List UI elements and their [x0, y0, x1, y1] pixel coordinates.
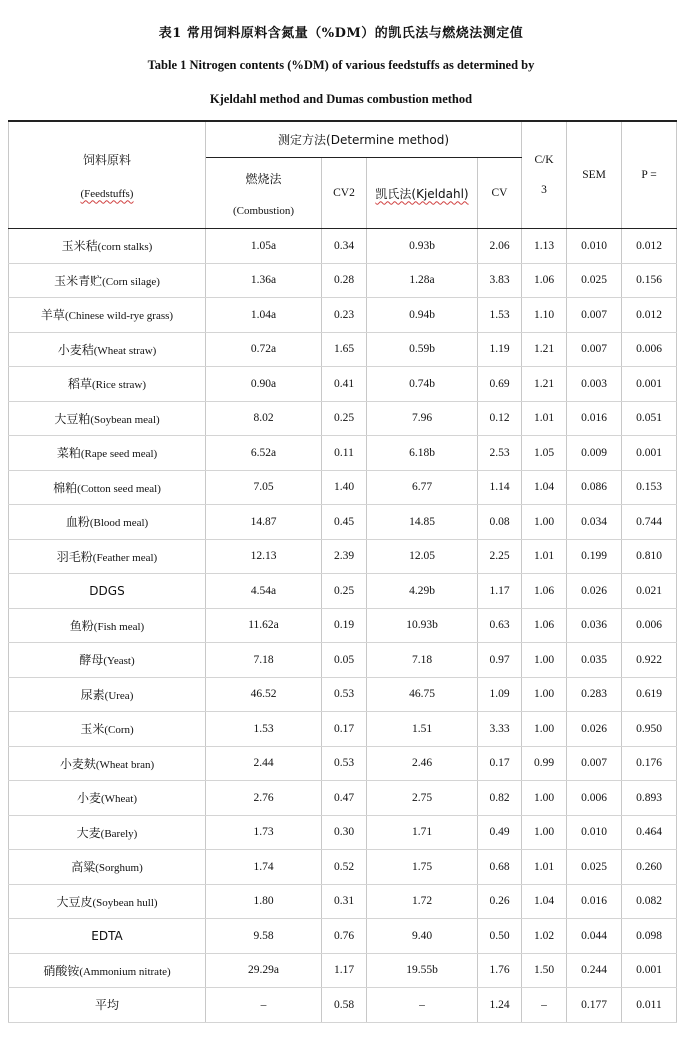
cell-cv2: 0.19: [322, 608, 367, 643]
cell-p: 0.744: [622, 505, 677, 540]
table-row: [9, 919, 677, 954]
table-row: [9, 401, 677, 436]
cell-ck: 1.01: [522, 539, 567, 574]
cell-kj: 1.51: [367, 712, 478, 747]
cell-comb: 1.80: [206, 884, 322, 919]
cell-cv: 0.97: [478, 643, 522, 678]
header-ck-line1: C/K: [534, 154, 554, 166]
cell-sem: 0.177: [567, 988, 622, 1023]
cell-cv2: 0.47: [322, 781, 367, 816]
feedstuff-en: (Sorghum): [95, 862, 143, 875]
cell-sem: 0.010: [567, 815, 622, 850]
cell-sem: 0.034: [567, 505, 622, 540]
cell-p: 0.006: [622, 332, 677, 367]
cell-ck: 1.00: [522, 643, 567, 678]
feedstuff-name-cell: [9, 781, 206, 816]
cell-cv2: 0.58: [322, 988, 367, 1023]
cell-comb: 4.54a: [206, 574, 322, 609]
cell-p: 0.176: [622, 746, 677, 781]
feedstuff-name-cell: [9, 850, 206, 885]
cell-sem: 0.003: [567, 367, 622, 402]
feedstuff-name-cell: [9, 470, 206, 505]
feedstuff-cn: 大豆粕: [54, 411, 91, 426]
cell-cv: 0.82: [478, 781, 522, 816]
cell-sem: 0.007: [567, 746, 622, 781]
cell-kj: 7.96: [367, 401, 478, 436]
feedstuff-en: (Soybean hull): [92, 896, 158, 909]
cell-cv: 0.50: [478, 919, 522, 954]
feedstuff-cn: 稻草: [67, 377, 92, 392]
cell-cv2: 0.45: [322, 505, 367, 540]
header-kjeldahl: [367, 158, 478, 229]
feedstuff-en: (Soybean meal): [90, 413, 160, 426]
cell-ck: 1.02: [522, 919, 567, 954]
feedstuff-cn: 羽毛粉: [56, 549, 93, 564]
feedstuff-name-cell: [9, 746, 206, 781]
cell-cv2: 0.41: [322, 367, 367, 402]
cell-cv2: 0.52: [322, 850, 367, 885]
cell-sem: 0.044: [567, 919, 622, 954]
feedstuff-en: (Chinese wild-rye grass): [64, 310, 174, 323]
table-row: [9, 850, 677, 885]
feedstuff-cn: 尿素: [80, 687, 105, 702]
cell-p: 0.098: [622, 919, 677, 954]
cell-sem: 0.016: [567, 884, 622, 919]
cell-p: 0.012: [622, 229, 677, 264]
cell-cv2: 2.39: [322, 539, 367, 574]
cell-comb: 1.73: [206, 815, 322, 850]
cell-ck: 1.06: [522, 574, 567, 609]
feedstuff-cn: 羊草: [40, 308, 65, 323]
feedstuff-name-cell: [9, 505, 206, 540]
cell-comb: 7.05: [206, 470, 322, 505]
cell-sem: 0.006: [567, 781, 622, 816]
cell-p: 0.001: [622, 367, 677, 402]
feedstuff-name-cell: [9, 608, 206, 643]
feedstuff-cn: 平均: [94, 998, 119, 1013]
cell-p: 0.006: [622, 608, 677, 643]
feedstuff-en: (Corn silage): [102, 275, 160, 288]
cell-cv2: 0.11: [322, 436, 367, 471]
cell-cv: 3.83: [478, 263, 522, 298]
table-row: [9, 712, 677, 747]
feedstuff-en: (Rape seed meal): [80, 448, 158, 461]
cell-kj: 14.85: [367, 505, 478, 540]
cell-ck: 1.05: [522, 436, 567, 471]
cell-cv: 0.17: [478, 746, 522, 781]
cell-ck: 1.06: [522, 263, 567, 298]
cell-kj: 0.93b: [367, 229, 478, 264]
cell-sem: 0.244: [567, 953, 622, 988]
cell-p: 0.922: [622, 643, 677, 678]
cell-cv: 1.53: [478, 298, 522, 333]
cell-ck: 1.00: [522, 781, 567, 816]
feedstuff-name-cell: [9, 263, 206, 298]
table-row: [9, 436, 677, 471]
cell-cv: 0.69: [478, 367, 522, 402]
cell-comb: 2.76: [206, 781, 322, 816]
table-row: [9, 229, 677, 264]
cell-ck: 1.13: [522, 229, 567, 264]
cell-kj: 1.72: [367, 884, 478, 919]
feedstuff-name-cell: [9, 988, 206, 1023]
cell-sem: 0.010: [567, 229, 622, 264]
table-row: [9, 815, 677, 850]
cell-p: 0.260: [622, 850, 677, 885]
cell-kj: –: [367, 988, 478, 1023]
feedstuff-en: (Rice straw): [91, 379, 147, 392]
feedstuff-cn: 玉米: [80, 722, 105, 737]
cell-comb: 11.62a: [206, 608, 322, 643]
feedstuff-cn: 玉米青贮: [54, 273, 103, 288]
header-feed-en: (Feedstuffs): [80, 187, 134, 200]
table-row: [9, 988, 677, 1023]
table-row: [9, 608, 677, 643]
feedstuff-cn: 高粱: [71, 860, 96, 875]
feedstuff-name-cell: [9, 712, 206, 747]
cell-cv: 0.12: [478, 401, 522, 436]
cell-p: 0.011: [622, 988, 677, 1023]
feedstuff-name-cell: [9, 298, 206, 333]
table-row: [9, 263, 677, 298]
cell-cv: 0.49: [478, 815, 522, 850]
cell-cv: 1.09: [478, 677, 522, 712]
cell-sem: 0.086: [567, 470, 622, 505]
cell-comb: 1.36a: [206, 263, 322, 298]
header-combustion-en: (Combustion): [232, 204, 295, 217]
table-row: [9, 953, 677, 988]
cell-kj: 10.93b: [367, 608, 478, 643]
feedstuff-name-cell: [9, 815, 206, 850]
feedstuff-cn: EDTA: [91, 928, 123, 943]
feedstuff-en: (Wheat): [100, 793, 138, 806]
feedstuff-en: (Urea): [104, 689, 134, 702]
feedstuff-cn: DDGS: [89, 583, 125, 598]
feedstuff-name-cell: [9, 953, 206, 988]
cell-cv2: 0.30: [322, 815, 367, 850]
cell-comb: 14.87: [206, 505, 322, 540]
cell-cv2: 0.25: [322, 401, 367, 436]
cell-comb: 12.13: [206, 539, 322, 574]
feedstuff-cn: 硝酸铵: [43, 963, 80, 978]
cell-kj: 0.74b: [367, 367, 478, 402]
cell-comb: 1.05a: [206, 229, 322, 264]
header-feed-cn: 饲料原料: [82, 152, 131, 167]
feedstuff-name-cell: [9, 229, 206, 264]
table-row: [9, 539, 677, 574]
cell-cv2: 1.40: [322, 470, 367, 505]
cell-cv2: 0.05: [322, 643, 367, 678]
header-kjeldahl-text: 凯氏法(Kjeldahl): [375, 186, 469, 201]
cell-comb: 0.72a: [206, 332, 322, 367]
cell-sem: 0.016: [567, 401, 622, 436]
feedstuff-en: (Cotton seed meal): [77, 482, 161, 495]
header-feedstuffs: [9, 121, 206, 229]
cell-cv2: 0.28: [322, 263, 367, 298]
cell-cv2: 0.23: [322, 298, 367, 333]
cell-p: 0.950: [622, 712, 677, 747]
table-title-chinese: 表1 常用饲料原料含氮量（%DM）的凯氏法与燃烧法测定值: [158, 26, 524, 41]
table-row: [9, 781, 677, 816]
cell-cv: 0.08: [478, 505, 522, 540]
cell-sem: 0.007: [567, 298, 622, 333]
feedstuff-en: (Wheat straw): [93, 344, 157, 357]
header-sem: SEM: [567, 121, 622, 229]
cell-ck: 1.01: [522, 401, 567, 436]
cell-kj: 0.59b: [367, 332, 478, 367]
table-row: [9, 677, 677, 712]
feedstuff-en: (Fish meal): [93, 620, 145, 633]
cell-kj: 0.94b: [367, 298, 478, 333]
cell-sem: 0.007: [567, 332, 622, 367]
feedstuff-cn: 小麦: [76, 791, 101, 806]
table-row: [9, 367, 677, 402]
cell-cv: 0.68: [478, 850, 522, 885]
cell-kj: 6.77: [367, 470, 478, 505]
cell-cv: 1.19: [478, 332, 522, 367]
table-row: [9, 332, 677, 367]
cell-p: 0.893: [622, 781, 677, 816]
cell-kj: 46.75: [367, 677, 478, 712]
cell-cv2: 0.25: [322, 574, 367, 609]
cell-sem: 0.283: [567, 677, 622, 712]
cell-p: 0.001: [622, 953, 677, 988]
nitrogen-content-table: [8, 120, 677, 1023]
cell-comb: 8.02: [206, 401, 322, 436]
cell-ck: 1.21: [522, 332, 567, 367]
cell-cv: 2.53: [478, 436, 522, 471]
feedstuff-name-cell: [9, 643, 206, 678]
cell-cv: 0.26: [478, 884, 522, 919]
feedstuff-cn: 玉米秸: [61, 239, 98, 254]
feedstuff-en: (Corn): [104, 724, 134, 737]
feedstuff-name-cell: [9, 539, 206, 574]
header-method-text: 测定方法(Determine method): [278, 133, 449, 147]
cell-ck: 1.00: [522, 712, 567, 747]
feedstuff-cn: 酵母: [79, 653, 104, 668]
cell-cv: 1.14: [478, 470, 522, 505]
cell-cv2: 1.17: [322, 953, 367, 988]
feedstuff-cn: 菜粕: [56, 446, 81, 461]
cell-p: 0.156: [622, 263, 677, 298]
cell-kj: 2.46: [367, 746, 478, 781]
cell-sem: 0.036: [567, 608, 622, 643]
cell-ck: 1.04: [522, 884, 567, 919]
feedstuff-en: (Yeast): [103, 655, 135, 668]
cell-sem: 0.026: [567, 712, 622, 747]
cell-ck: 1.00: [522, 677, 567, 712]
cell-cv: 0.63: [478, 608, 522, 643]
cell-p: 0.012: [622, 298, 677, 333]
cell-p: 0.619: [622, 677, 677, 712]
cell-comb: 0.90a: [206, 367, 322, 402]
cell-cv2: 0.53: [322, 677, 367, 712]
table-row: [9, 884, 677, 919]
header-combustion-cn: 燃烧法: [245, 171, 282, 186]
feedstuff-en: (Barely): [100, 827, 138, 840]
feedstuff-name-cell: [9, 884, 206, 919]
feedstuff-en: (corn stalks): [97, 241, 153, 254]
cell-sem: 0.025: [567, 850, 622, 885]
cell-cv: 1.24: [478, 988, 522, 1023]
header-cv: CV: [478, 158, 522, 229]
cell-cv2: 0.17: [322, 712, 367, 747]
feedstuff-cn: 大麦: [76, 825, 101, 840]
cell-kj: 12.05: [367, 539, 478, 574]
cell-ck: 1.00: [522, 815, 567, 850]
feedstuff-en: (Feather meal): [92, 551, 158, 564]
table-title-english-line2: [0, 92, 682, 107]
cell-kj: 19.55b: [367, 953, 478, 988]
title-en-line2-text: Kjeldahl method and Dumas combustion method: [209, 92, 473, 106]
cell-ck: 1.21: [522, 367, 567, 402]
feedstuff-en: (Wheat bran): [95, 758, 155, 771]
cell-ck: 0.99: [522, 746, 567, 781]
feedstuff-name-cell: [9, 677, 206, 712]
cell-cv: 2.25: [478, 539, 522, 574]
header-determine-method: [206, 121, 522, 158]
cell-sem: 0.199: [567, 539, 622, 574]
table-title-english-line1: [0, 58, 682, 73]
cell-comb: 2.44: [206, 746, 322, 781]
feedstuff-en: (Blood meal): [89, 517, 149, 530]
cell-kj: 9.40: [367, 919, 478, 954]
feedstuff-name-cell: [9, 436, 206, 471]
feedstuff-cn: 鱼粉: [69, 618, 94, 633]
feedstuff-name-cell: [9, 332, 206, 367]
header-ck-line2: 3: [541, 184, 547, 196]
cell-p: 0.021: [622, 574, 677, 609]
cell-sem: 0.025: [567, 263, 622, 298]
table-row: [9, 643, 677, 678]
table-row: [9, 746, 677, 781]
header-p-value: P =: [622, 121, 677, 229]
cell-kj: 1.75: [367, 850, 478, 885]
feedstuff-name-cell: [9, 574, 206, 609]
cell-ck: 1.06: [522, 608, 567, 643]
cell-ck: –: [522, 988, 567, 1023]
title-en-line1-text: Table 1 Nitrogen contents (%DM) of various feedstuffs as determined by: [147, 58, 535, 72]
cell-p: 0.153: [622, 470, 677, 505]
cell-ck: 1.50: [522, 953, 567, 988]
feedstuff-name-cell: [9, 367, 206, 402]
cell-p: 0.001: [622, 436, 677, 471]
cell-cv2: 0.34: [322, 229, 367, 264]
cell-cv: 1.76: [478, 953, 522, 988]
cell-ck: 1.04: [522, 470, 567, 505]
cell-comb: –: [206, 988, 322, 1023]
table-row: [9, 470, 677, 505]
cell-kj: 1.71: [367, 815, 478, 850]
feedstuff-name-cell: [9, 401, 206, 436]
cell-p: 0.051: [622, 401, 677, 436]
feedstuff-cn: 棉粕: [53, 480, 78, 495]
cell-kj: 2.75: [367, 781, 478, 816]
cell-kj: 7.18: [367, 643, 478, 678]
cell-comb: 9.58: [206, 919, 322, 954]
cell-cv2: 0.76: [322, 919, 367, 954]
cell-sem: 0.026: [567, 574, 622, 609]
cell-p: 0.464: [622, 815, 677, 850]
cell-kj: 6.18b: [367, 436, 478, 471]
cell-cv: 3.33: [478, 712, 522, 747]
cell-ck: 1.01: [522, 850, 567, 885]
feedstuff-cn: 小麦秸: [57, 342, 94, 357]
feedstuff-cn: 小麦麸: [59, 756, 96, 771]
cell-ck: 1.10: [522, 298, 567, 333]
cell-sem: 0.009: [567, 436, 622, 471]
header-combustion: [206, 158, 322, 229]
cell-cv2: 1.65: [322, 332, 367, 367]
cell-p: 0.810: [622, 539, 677, 574]
cell-comb: 1.74: [206, 850, 322, 885]
cell-p: 0.082: [622, 884, 677, 919]
cell-ck: 1.00: [522, 505, 567, 540]
header-ck-ratio: [522, 121, 567, 229]
table-body: [9, 229, 677, 1023]
header-cv2: CV2: [322, 158, 367, 229]
cell-cv2: 0.53: [322, 746, 367, 781]
cell-comb: 1.04a: [206, 298, 322, 333]
feedstuff-cn: 大豆皮: [56, 894, 93, 909]
table-row: [9, 298, 677, 333]
feedstuff-en: (Ammonium nitrate): [79, 965, 171, 978]
table-row: [9, 505, 677, 540]
cell-kj: 4.29b: [367, 574, 478, 609]
table-row: [9, 574, 677, 609]
cell-comb: 6.52a: [206, 436, 322, 471]
cell-comb: 1.53: [206, 712, 322, 747]
feedstuff-name-cell: [9, 919, 206, 954]
cell-cv: 2.06: [478, 229, 522, 264]
cell-comb: 46.52: [206, 677, 322, 712]
cell-cv: 1.17: [478, 574, 522, 609]
cell-comb: 29.29a: [206, 953, 322, 988]
cell-cv2: 0.31: [322, 884, 367, 919]
cell-kj: 1.28a: [367, 263, 478, 298]
cell-sem: 0.035: [567, 643, 622, 678]
feedstuff-cn: 血粉: [65, 515, 90, 530]
cell-comb: 7.18: [206, 643, 322, 678]
